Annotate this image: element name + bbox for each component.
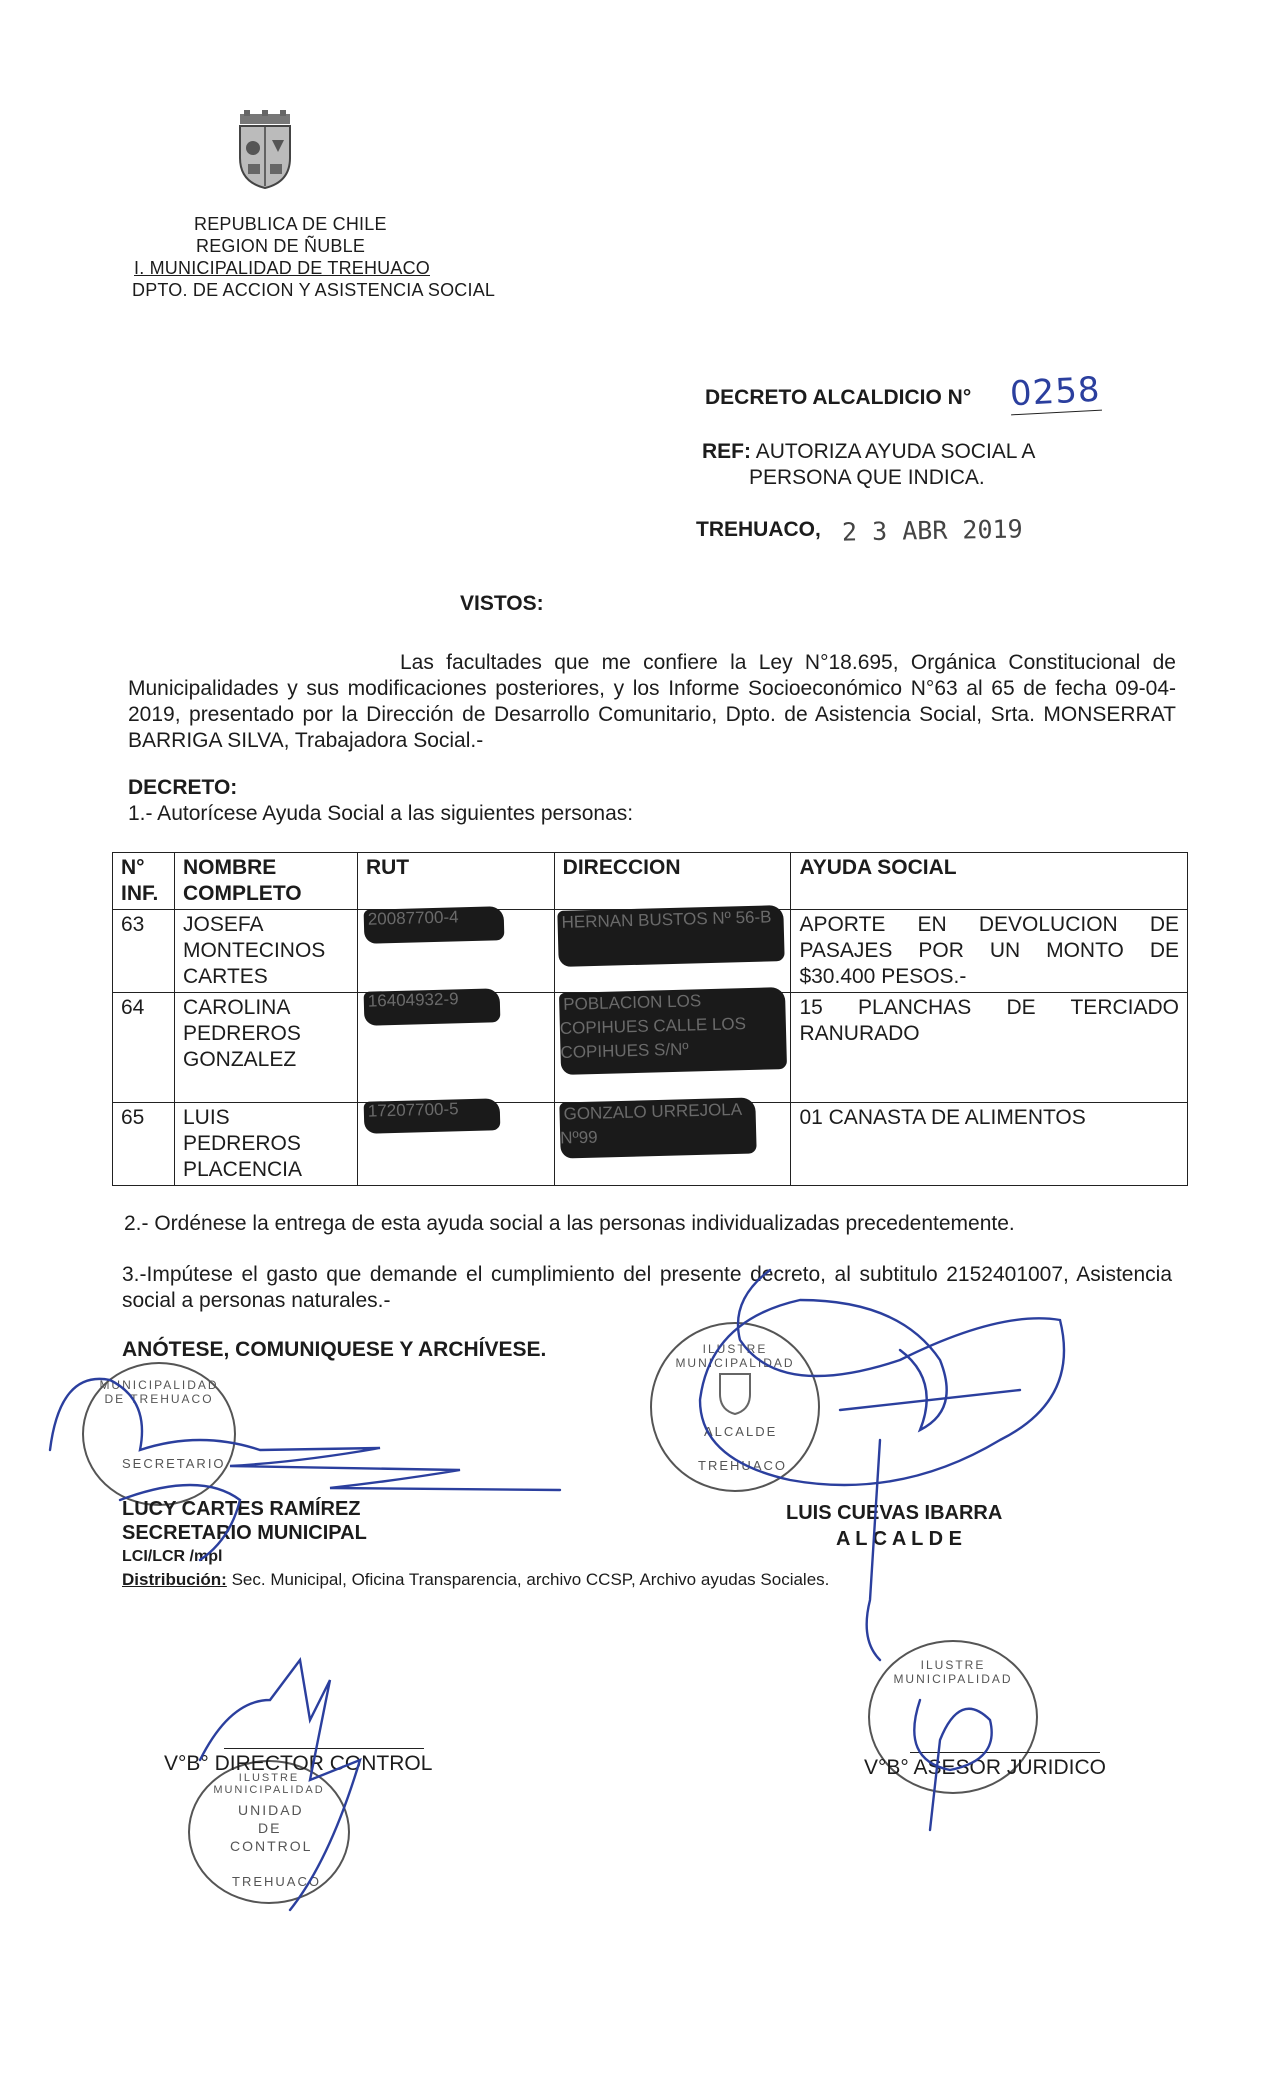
col-header-ayuda: AYUDA SOCIAL [791,853,1188,910]
date-stamp: 2 3 ABR 2019 [841,514,1023,547]
ref-block [702,440,1035,464]
decree-place: TREHUACO, [696,518,821,541]
header-republica: REPUBLICA DE CHILE [194,214,387,234]
decree-number: 0258 [1008,369,1102,415]
secretary-title: SECRETARIO MUNICIPAL [122,1522,367,1544]
stamp-juridico: ILUSTRE MUNICIPALIDAD [868,1640,1038,1794]
stamp-control: ILUSTRE MUNICIPALIDAD UNIDAD DE CONTROL TREHUACO [188,1760,350,1904]
cell-inf: 64 [113,993,175,1103]
col-header-inf: N° INF. [113,853,175,910]
col-header-rut: RUT [357,853,554,910]
col-header-direccion: DIRECCION [554,853,791,910]
redaction-address: GONZALO URREJOLA Nº99 [559,1097,756,1158]
table-header-row [113,853,1188,910]
closing-formula: ANÓTESE, COMUNIQUESE Y ARCHÍVESE. [122,1338,547,1361]
secretary-name: LUCY CARTES RAMÍREZ [122,1498,361,1520]
cell-inf: 63 [113,910,175,993]
decree-label: DECRETO ALCALDICIO N° [705,386,972,409]
ref-line2: PERSONA QUE INDICA. [749,466,985,489]
coat-of-arms-icon [718,1372,752,1416]
initials: LCI/LCR /mpl [122,1548,223,1565]
cell-nombre: JOSEFA MONTECINOS CARTES [174,910,357,993]
col-header-nombre: NOMBRE COMPLETO [174,853,357,910]
vistos-title: VISTOS: [460,592,544,615]
redaction-rut: 16404932-9 [364,988,501,1026]
vb-juridico: V°B° ASESOR JURIDICO [864,1756,1107,1779]
decreto-item2: 2.- Ordénese la entrega de esta ayuda social a las personas individualizadas precedentemente. [124,1212,1015,1235]
cell-inf: 65 [113,1103,175,1186]
redaction-address: HERNAN BUSTOS Nº 56-B [557,905,784,967]
stamp-alcalde: ILUSTRE MUNICIPALIDAD ALCALDE TREHUACO [650,1322,820,1492]
cell-ayuda: 01 CANASTA DE ALIMENTOS [791,1103,1188,1186]
redaction-rut: 20087700-4 [364,906,505,944]
decreto-item1: 1.- Autorícese Ayuda Social a las siguientes personas: [128,802,634,825]
mayor-name: LUIS CUEVAS IBARRA [786,1502,1003,1524]
decreto-item3: 3.-Impútese el gasto que demande el cumplimiento del presente decreto, al subtitulo 2152401007, Asistencia social a personas naturales.- [122,1263,1172,1312]
header-departamento: DPTO. DE ACCION Y ASISTENCIA SOCIAL [132,280,496,300]
vistos-text: Las facultades que me confiere la Ley N°18.695, Orgánica Constitucional de Municipalidades y sus modificaciones posteriores, y los Informe Socioeconómico N°63 al 65 de fecha 09-04-2019, presentado por la Dirección de Desarrollo Comunitario, Dpto. de Asistencia Social, Srta. MONSERRAT BARRIGA SILVA, Trabajadora Social.- [128,651,1176,752]
cell-ayuda: 15 PLANCHAS DE TERCIADO RANURADO [791,993,1188,1103]
redaction-rut: 17207700-5 [364,1098,501,1134]
distribution-label: Distribución: [122,1570,227,1589]
cell-nombre: CAROLINA PEDREROS GONZALEZ [174,993,357,1103]
distribution [122,1570,829,1590]
distribution-text: Sec. Municipal, Oficina Transparencia, archivo CCSP, Archivo ayudas Sociales. [231,1570,830,1589]
stamp-secretario: MUNICIPALIDAD DE TREHUACO SECRETARIO [82,1362,236,1506]
redaction-address: POBLACION LOS COPIHUES CALLE LOS COPIHUES S/Nº [559,987,787,1075]
header-municipalidad: I. MUNICIPALIDAD DE TREHUACO [134,258,430,278]
vb-control: V°B° DIRECTOR CONTROL [164,1752,433,1775]
juridico-signature-line [910,1752,1100,1753]
decreto-title: DECRETO: [128,776,238,799]
cell-ayuda: APORTE EN DEVOLUCION DE PASAJES POR UN MONTO DE $30.400 PESOS.- [791,910,1188,993]
coat-of-arms-icon [236,110,294,190]
control-signature-line [224,1748,424,1749]
ref-line1: AUTORIZA AYUDA SOCIAL A [755,440,1036,463]
cell-nombre: LUIS PEDREROS PLACENCIA [174,1103,357,1186]
header-region: REGION DE ÑUBLE [196,236,366,256]
mayor-title: A L C A L D E [836,1528,962,1550]
ref-label: REF: [702,440,751,463]
